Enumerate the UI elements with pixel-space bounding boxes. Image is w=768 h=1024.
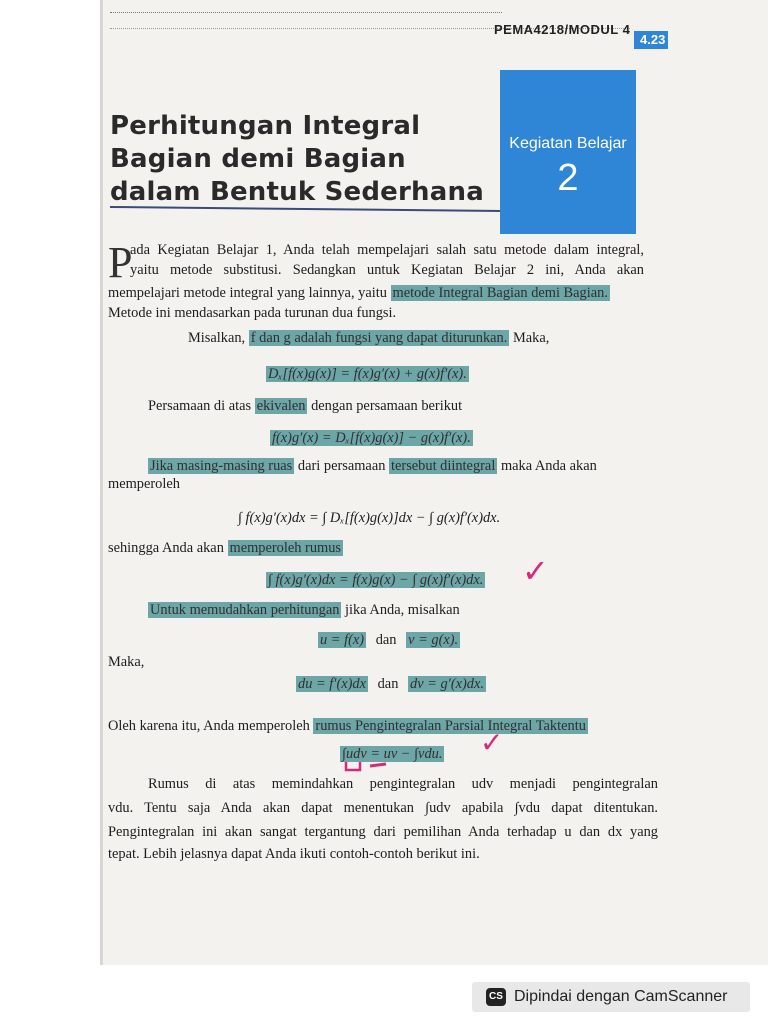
drop-cap: P bbox=[108, 238, 133, 287]
activity-label: Kegiatan Belajar bbox=[509, 135, 627, 152]
intro-line-3 bbox=[108, 285, 610, 302]
closing-line-4: tepat. Lebih jelasnya dapat Anda ikuti contoh-contoh berikut ini. bbox=[108, 846, 480, 862]
activity-box bbox=[500, 70, 636, 234]
hence-line bbox=[108, 540, 343, 557]
equation-rearranged bbox=[270, 430, 473, 447]
equation-integrated: ∫ f(x)g′(x)dx = ∫ Dₓ[f(x)g(x)]dx − ∫ g(x)f′(x)dx. bbox=[238, 510, 501, 526]
highlight-formula: memperoleh rumus bbox=[229, 540, 341, 556]
highlight-eq1: Dₓ[f(x)g(x)] = f(x)g′(x) + g(x)f′(x). bbox=[268, 366, 467, 382]
highlight-equivalent: ekivalen bbox=[256, 398, 306, 414]
highlight-eq2: f(x)g′(x) = Dₓ[f(x)g(x)] − g(x)f′(x). bbox=[272, 430, 471, 446]
highlight-differentiable: f dan g adalah fungsi yang dapat diturunkan. bbox=[250, 330, 508, 346]
integrate-line bbox=[148, 458, 597, 475]
and-word-2: dan bbox=[377, 676, 399, 692]
suppose-text: Misalkan, bbox=[188, 330, 246, 346]
hence-text: sehingga Anda akan bbox=[108, 540, 224, 556]
equiv-text-1: Persamaan di atas bbox=[148, 398, 252, 414]
module-header: PEMA4218/MODUL 4 bbox=[494, 22, 631, 37]
camscanner-badge bbox=[472, 982, 750, 1012]
closing-line-1: Rumus di atas memindahkan pengintegralan udv menjadi pengintegralan bbox=[148, 776, 658, 792]
suppose-line bbox=[188, 330, 549, 347]
page-edge-shadow bbox=[100, 0, 103, 965]
intro-line-3-text: mempelajari metode integral yang lainnya, yaitu bbox=[108, 285, 387, 301]
handwritten-underline bbox=[340, 756, 400, 776]
highlight-simplify: Untuk memudahkan perhitungan bbox=[150, 602, 340, 618]
intro-line-1: ada Kegiatan Belajar 1, Anda telah mempelajari salah satu metode dalam integral, bbox=[130, 242, 644, 258]
simplify-text: jika Anda, misalkan bbox=[345, 602, 460, 618]
therefore-text: Oleh karena itu, Anda memperoleh bbox=[108, 718, 310, 734]
highlight-both-sides: Jika masing-masing ruas bbox=[150, 458, 293, 474]
closing-line-3: Pengintegralan ini akan sangat tergantung dari pemilihan Anda terhadap u dan dx yang bbox=[108, 824, 658, 840]
camscanner-label: Dipindai dengan CamScanner bbox=[514, 988, 728, 1005]
highlight-u: u = f(x) bbox=[320, 632, 365, 648]
page-number: 4.23 bbox=[634, 31, 668, 49]
highlight-integrated: tersebut diintegral bbox=[391, 458, 496, 474]
handwritten-check-icon: ✓ bbox=[522, 552, 549, 590]
integrate-line-2: memperoleh bbox=[108, 476, 180, 492]
handwritten-check-icon: ✓ bbox=[480, 726, 504, 759]
activity-number: 2 bbox=[557, 157, 579, 199]
pen-bracket-mark bbox=[346, 762, 360, 770]
highlight-v: v = g(x). bbox=[408, 632, 459, 648]
therefore-line bbox=[108, 718, 588, 735]
highlight-du: du = f′(x)dx bbox=[298, 676, 366, 692]
intro-line-4: Metode ini mendasarkan pada turunan dua fungsi. bbox=[108, 305, 397, 321]
header-dotted-rule bbox=[110, 12, 502, 13]
chapter-title: Perhitungan Integral Bagian demi Bagian dalam Bentuk Sederhana bbox=[110, 111, 484, 207]
integrate-text-1: dari persamaan bbox=[297, 458, 386, 474]
camscanner-logo-icon: CS bbox=[486, 988, 506, 1006]
highlight-method-name: metode Integral Bagian demi Bagian. bbox=[392, 285, 608, 301]
highlight-partial-integration: rumus Pengintegralan Parsial Integral Taktentu bbox=[315, 718, 586, 734]
and-word-1: dan bbox=[375, 632, 397, 648]
simplify-line bbox=[148, 602, 460, 619]
equation-product-rule bbox=[266, 366, 469, 383]
then-line: Maka, bbox=[108, 654, 145, 670]
equiv-text-2: dengan persamaan berikut bbox=[311, 398, 463, 414]
equivalent-line bbox=[148, 398, 462, 415]
equation-substitution bbox=[318, 632, 460, 649]
intro-line-2: yaitu metode substitusi. Sedangkan untuk Kegiatan Belajar 2 ini, Anda akan bbox=[130, 262, 644, 278]
pen-dash-mark bbox=[370, 764, 386, 766]
highlight-eq7: ∫udv = uv − ∫vdu. bbox=[342, 746, 443, 762]
integrate-text-2: maka Anda akan bbox=[500, 458, 597, 474]
suppose-then: Maka, bbox=[512, 330, 550, 346]
equation-parts-formula bbox=[266, 572, 485, 589]
highlight-eq4: ∫ f(x)g′(x)dx = f(x)g(x) − ∫ g(x)f′(x)dx. bbox=[268, 572, 484, 588]
closing-line-2: vdu. Tentu saja Anda akan dapat menentukan ∫udv apabila ∫vdu dapat ditentukan. bbox=[108, 800, 658, 816]
highlight-dv: dv = g′(x)dx. bbox=[410, 676, 484, 692]
equation-differentials bbox=[296, 676, 486, 693]
